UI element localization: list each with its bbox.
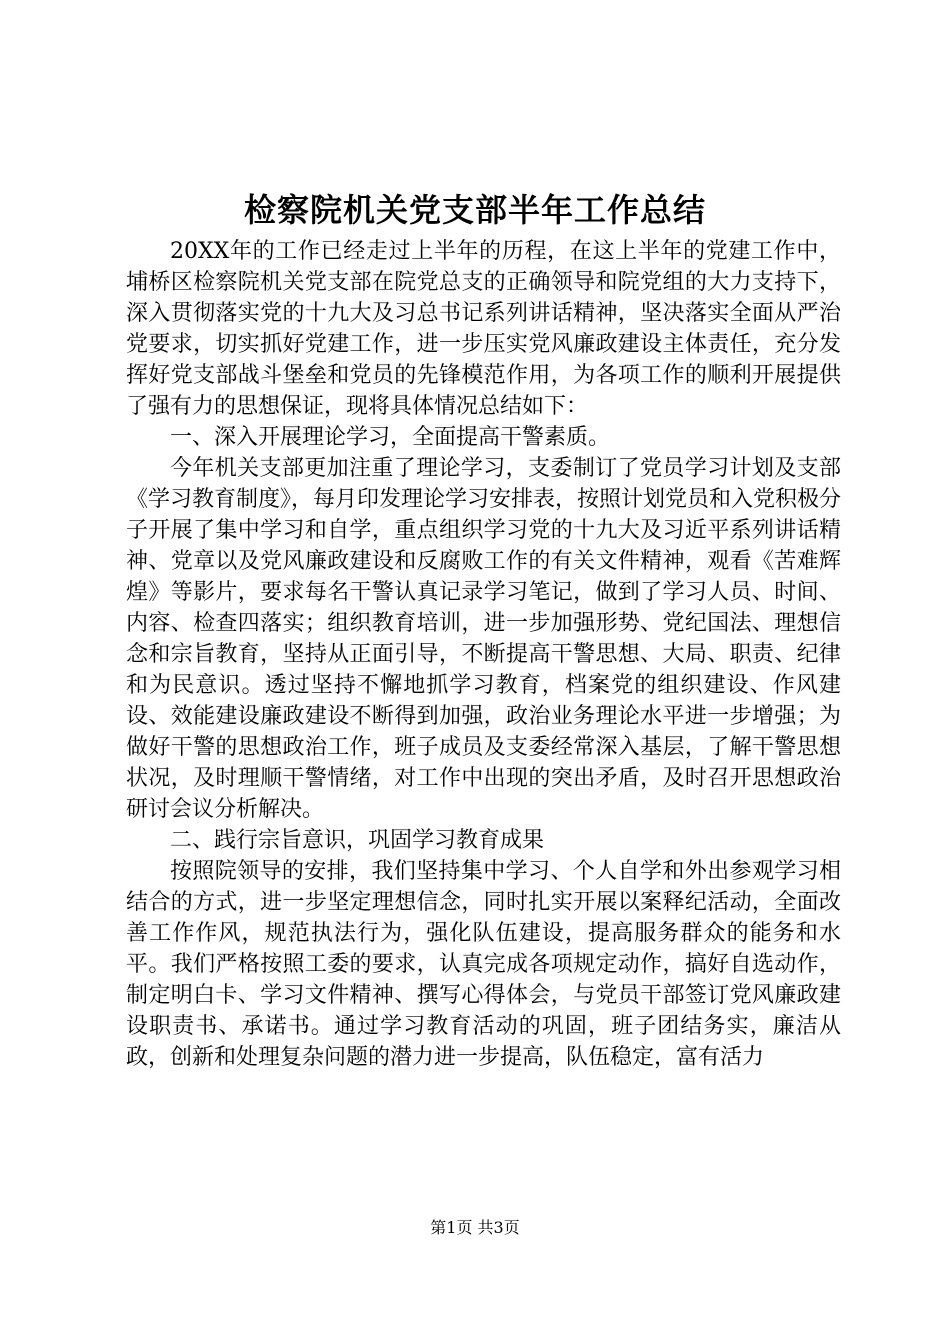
intro-paragraph: 20XX年的工作已经走过上半年的历程，在这上半年的党建工作中，埔桥区检察院机关党支部在院党总支的正确领导和院党组的大力支持下，深入贯彻落实党的十九大及习总书记系列讲话精神，坚决落实全面从严治党要求，切实抓好党建工作，进一步压实党风廉政建设主体责任，充分发挥好党支部战斗堡垒和党员的先锋模范作用，为各项工作的顺利开展提供了强有力的思想保证，现将具体情况总结如下： (126, 239, 841, 419)
section-heading-2: 二、践行宗旨意识，巩固学习教育成果 (170, 828, 545, 853)
document-body (126, 236, 841, 1073)
document-title: 检察院机关党支部半年工作总结 (243, 191, 706, 229)
section-2-paragraph: 按照院领导的安排，我们坚持集中学习、个人自学和外出参观学习相结合的方式，进一步坚定理想信念，同时扎实开展以案释纪活动，全面改善工作作风，规范执法行为，强化队伍建设，提高服务群众的能务和水平。我们严格按照工委的要求，认真完成各项规定动作，搞好自选动作，制定明白卡、学习文件精神、撰写心得体会，与党员干部签订党风廉政建设职责书、承诺书。通过学习教育活动的巩固，班子团结务实，廉洁从政，创新和处理复杂问题的潜力进一步提高，队伍稳定，富有活力 (126, 859, 841, 1070)
page-number-footer: 第1页 共3页 (430, 1218, 520, 1237)
section-heading-1: 一、深入开展理论学习，全面提高干警素质。 (170, 425, 611, 450)
section-1-paragraph: 今年机关支部更加注重了理论学习，支委制订了党员学习计划及支部《学习教育制度》，每月印发理论学习安排表，按照计划党员和入党积极分子开展了集中学习和自学，重点组织学习党的十九大及习近平系列讲话精神、党章以及党风廉政建设和反腐败工作的有关文件精神，观看《苦难辉煌》等影片，要求每名干警认真记录学习笔记，做到了学习人员、时间、内容、检查四落实；组织教育培训，进一步加强形势、党纪国法、理想信念和宗旨教育，坚持从正面引导，不断提高干警思想、大局、职责、纪律和为民意识。透过坚持不懈地抓学习教育，档案党的组织建设、作风建设、效能建设廉政建设不断得到加强，政治业务理论水平进一步增强；为做好干警的思想政治工作，班子成员及支委经常深入基层，了解干警思想状况，及时理顺干警情绪，对工作中出现的突出矛盾，及时召开思想政治研讨会议分析解决。 (126, 456, 842, 822)
